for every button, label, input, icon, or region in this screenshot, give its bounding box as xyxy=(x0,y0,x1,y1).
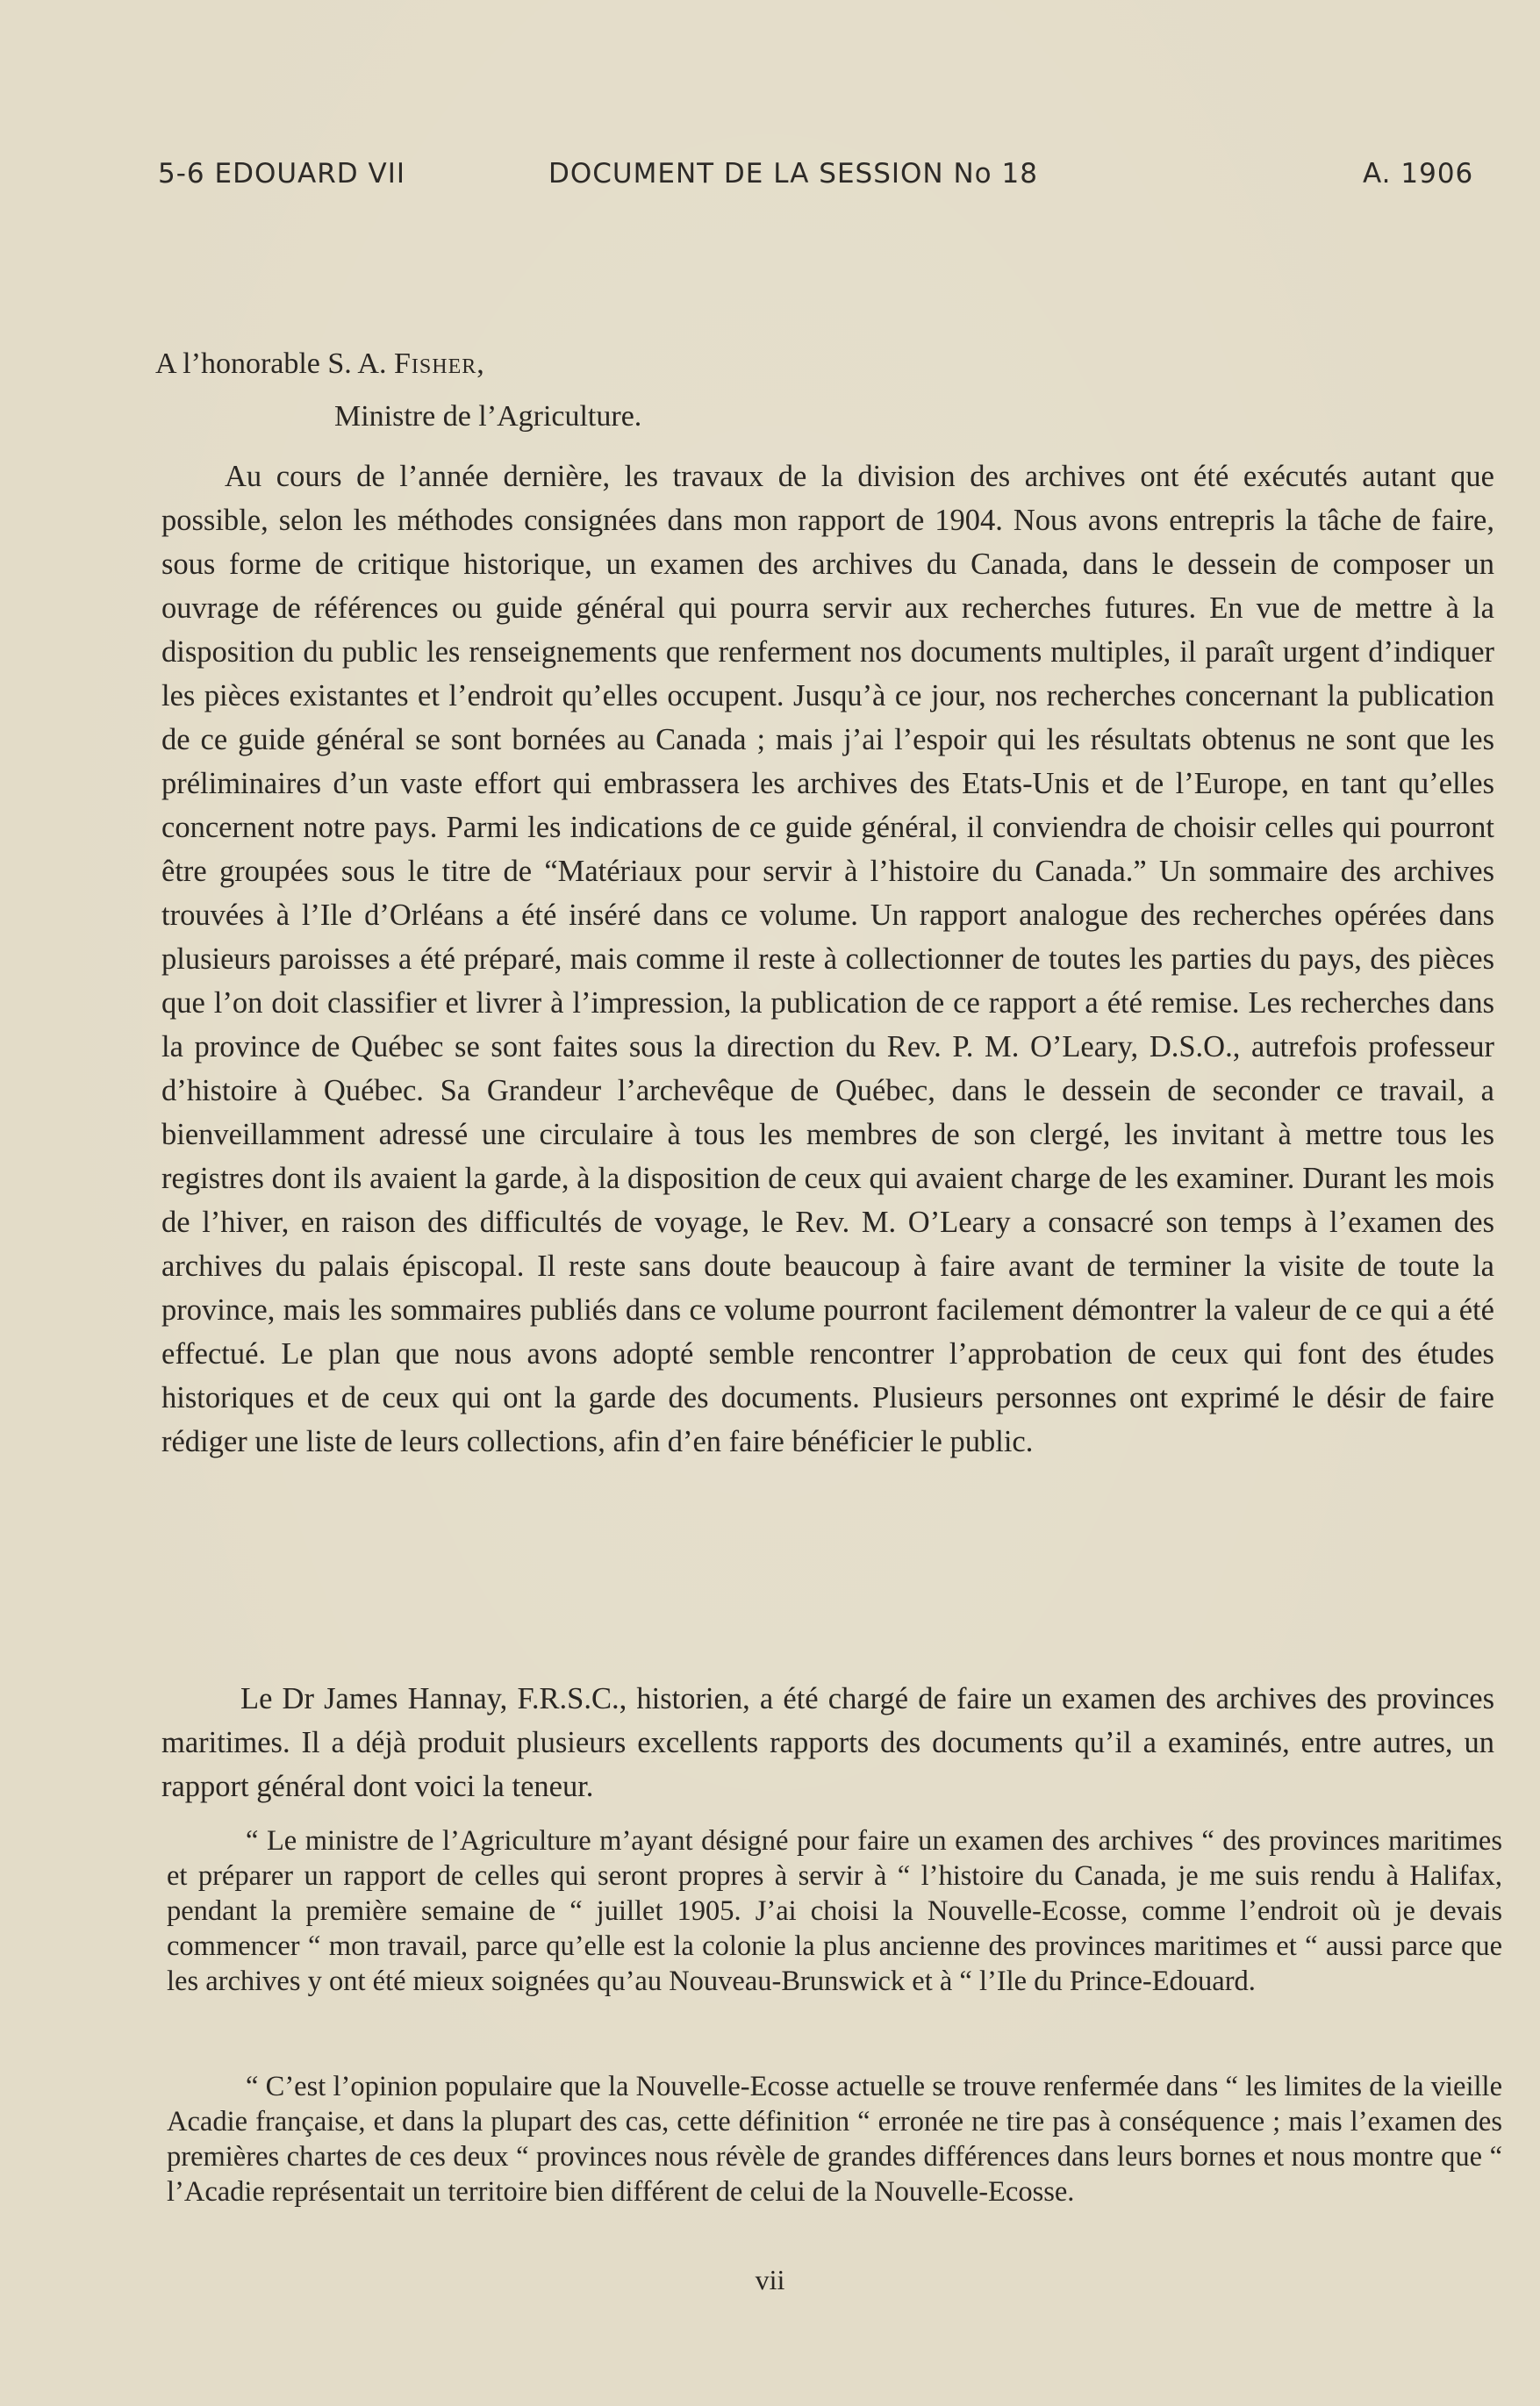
salutation-name: Fisher xyxy=(393,347,477,380)
header-session-document: DOCUMENT DE LA SESSION No 18 xyxy=(548,158,1038,190)
body-paragraph-2: Le Dr James Hannay, F.R.S.C., historien, a été chargé de faire un examen des archives des provinces maritimes. Il a déjà produit plusieurs excellents rapports des documents qu’il a examinés, entre autres, un rapport général dont voici la teneur. xyxy=(161,1682,1494,1803)
salutation xyxy=(155,347,484,381)
quoted-paragraph-1: “ Le ministre de l’Agriculture m’ayant désigné pour faire un examen des archives “ des provinces maritimes et préparer un rapport de celles qui seront propres à servir à “ l’histoire du Canada, je me suis rendu à Halifax, pendant la première semaine de “ juillet 1905. J’ai choisi la Nouvelle-Ecosse, comme l’endroit où je devais commencer “ mon travail, parce qu’elle est la colonie la plus ancienne des provinces maritimes et “ aussi parce que les archives y ont été mieux soignées qu’au Nouveau-Brunswick et à “ l’Ile du Prince-Edouard. xyxy=(167,1825,1502,1997)
quoted-paragraph-2: “ C’est l’opinion populaire que la Nouvelle-Ecosse actuelle se trouve renfermée dans “ les limites de la vieille Acadie française, et dans la plupart des cas, cette définition “ erronée ne tire pas à conséquence ; mais l’examen des premières chartes de ces deux “ provinces nous révèle de grandes différences dans leurs bornes et nous montre que “ l’Acadie représentait un territoire bien différent de celui de la Nouvelle-Ecosse. xyxy=(167,2071,1502,2208)
header-reign: 5-6 EDOUARD VII xyxy=(158,158,405,190)
addressee-title: Ministre de l’Agriculture. xyxy=(334,400,642,433)
header-year: A. 1906 xyxy=(1363,158,1474,190)
salutation-prefix: A l’honorable S. A. xyxy=(155,347,394,380)
salutation-suffix: , xyxy=(476,347,484,380)
running-header xyxy=(158,158,1474,193)
body-paragraph-1: Au cours de l’année dernière, les travaux de la division des archives ont été exécutés autant que possible, selon les méthodes consignées dans mon rapport de 1904. Nous avons entrepris la tâche de faire, sous forme de critique historique, un examen des archives du Canada, dans le dessein de composer un ouvrage de références ou guide général qui pourra servir aux recherches futures. En vue de mettre à la disposition du public les renseignements que renferment nos documents multiples, il paraît urgent d’indiquer les pièces existantes et l’endroit qu’elles occupent. Jusqu’à ce jour, nos recherches concernant la publication de ce guide général se sont bornées au Canada ; mais j’ai l’espoir qui les résultats obtenus ne sont que les préliminaires d’un vaste effort qui embrassera les archives des Etats-Unis et de l’Europe, en tant qu’elles concernent notre pays. Parmi les indications de ce guide général, il conviendra de choisir celles qui pourront être groupées sous le titre de “Matériaux pour servir à l’histoire du Canada.” Un sommaire des archives trouvées à l’Ile d’Orléans a été inséré dans ce volume. Un rapport analogue des recherches opérées dans plusieurs paroisses a été préparé, mais comme il reste à collectionner de toutes les parties du pays, des pièces que l’on doit classifier et livrer à l’impression, la publication de ce rapport a été remise. Les recherches dans la province de Québec se sont faites sous la direction du Rev. P. M. O’Leary, D.S.O., autrefois professeur d’histoire à Québec. Sa Grandeur l’archevêque de Québec, dans le dessein de seconder ce travail, a bienveillamment adressé une circulaire à tous les membres de son clergé, les invitant à mettre tous les registres dont ils avaient la garde, à la disposition de ceux qui avaient charge de les examiner. Durant les mois de l’hiver, en raison des difficultés de voyage, le Rev. M. O’Leary a consacré son temps à l’examen des archives du palais épiscopal. Il reste sans doute beaucoup à faire avant de terminer la visite de toute la province, mais les sommaires publiés dans ce volume pourront facilement démontrer la valeur de ce qui a été effectué. Le plan que nous avons adopté semble rencontrer l’approbation de ceux qui font des études historiques et de ceux qui ont la garde des documents. Plusieurs personnes ont exprimé le désir de faire rédiger une liste de leurs collections, afin d’en faire bénéficier le public. xyxy=(161,460,1494,1458)
page-number: vii xyxy=(755,2264,785,2295)
